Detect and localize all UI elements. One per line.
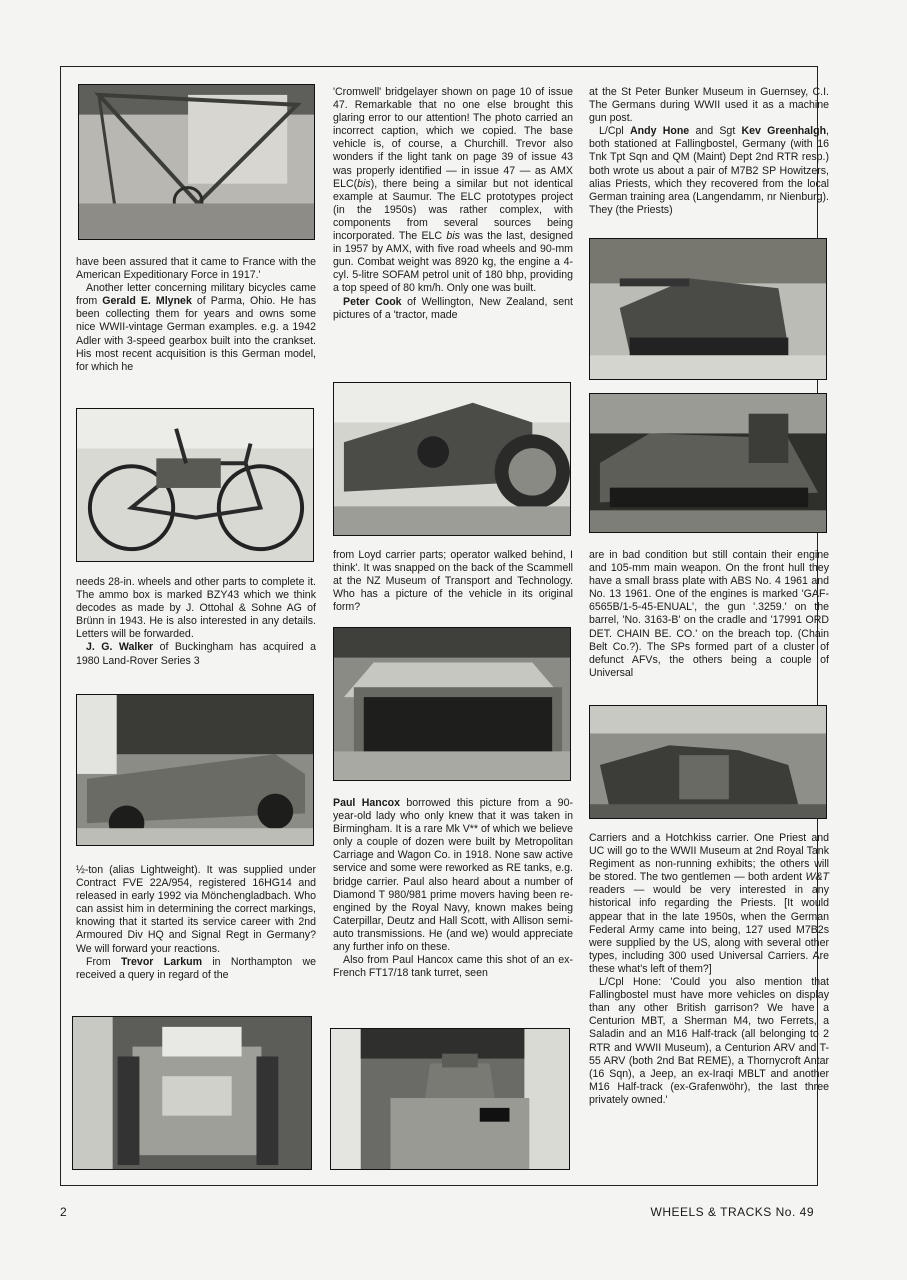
person-name: Peter Cook	[343, 295, 402, 308]
person-name: Andy Hone	[629, 125, 690, 138]
paragraph	[589, 832, 829, 976]
column-3-text-a	[589, 86, 829, 217]
publication-footer: WHEELS & TRACKS No. 49	[650, 1205, 814, 1219]
paragraph: Also from Paul Hancox came this shot of an ex-French FT17/18 tank turret, seen	[333, 954, 573, 980]
paragraph	[589, 125, 829, 217]
column-2-text-c	[333, 797, 573, 980]
column-1-text-c	[76, 864, 316, 982]
text: bis	[357, 177, 371, 190]
paragraph	[333, 296, 573, 322]
column-2-text-a	[333, 86, 573, 322]
photo-ft17-turret	[330, 1028, 570, 1170]
paragraph: are in bad condition but still contain their engine and 105-mm main weapon. On the front hull they have a small brass plate with ABS No. 4 1961 and No. 13 1961. One of the engines is marked 'GAF-6565B/1-5-45-ENUAL', the gun '.3259.' on the barrel, 'No. 3163-B' on the cradle and '17991 ORD DET. CHAIN BE. CO.' on the breach top. (Chain Belt Co.?). The SPs formed part of a cluster of defunct AFVs, the others being a couple of Universal	[589, 549, 829, 679]
paragraph	[333, 86, 573, 296]
text: Carriers and a Hotchkiss carrier. One Priest and UC will go to the WWII Museum at 2nd Royal Tank Regiment as non-running exhibits; the others will be stored. The two gentlemen — both ardent	[589, 832, 829, 884]
text: readers — would be very interested in any historical info regarding the Priests. [It would appear that in the late 1950s, when the German Federal Army came into being, 127 used M7B2s were supplied by the US, along with several other types, including 300 used Universal Carriers. Are these what's left of them?]	[589, 884, 829, 975]
text: ), there being a similar but not identical example at Saumur. The ELC prototypes project (in the 1950s) was rather complex, with components from several sources being incorporated. The ELC	[333, 177, 573, 243]
column-3-text-c	[589, 832, 829, 1107]
text: and Sgt	[689, 125, 742, 138]
person-name: Gerald E. Mlynek	[102, 295, 192, 308]
text: bis	[446, 230, 460, 243]
person-name: Paul Hancox	[333, 797, 400, 809]
page-number: 2	[60, 1205, 68, 1219]
photo-priest-howitzer-1	[589, 238, 827, 380]
column-1-text-b	[76, 576, 316, 668]
paragraph: L/Cpl Hone: 'Could you also mention that Fallingbostel must have more vehicles on display than any other British garrison? We have a Centurion MBT, a Sherman M4, two Ferrets, a Saladin and an M16 Half-track (all belonging to 2 RTR and WWII Museum), a Centurion ARV and T-55 ARV (both 2nd Bat REME), a Thornycroft Antar (16 Sqn), a Jeep, an ex-Iraqi MBLT and another M16 Half-track (ex-Grafenwöhr), the last three privately owned.'	[589, 976, 829, 1106]
text: , both stationed at Fallingbostel, Germany (with 16 Tnk Tpt Sqn and QM (Maint) Dept 2nd RTR resp.) both wrote us about a pair of M7B2 SP Howitzers, alias Priests, which they recovered from the local German training area (Langendamm, nr Nienburg). They (the Priests)	[589, 125, 829, 216]
text: of Parma, Ohio. He has been collecting them for years and owns some nice WWII-vintage German examples. e.g. a 1942 Adler with 3-speed gearbox built into the crankset. His most recent acquisition is this German model, for which he	[76, 295, 317, 373]
text: 'Cromwell' bridgelayer shown on page 10 of issue 47. Remarkable that no one else brought this glaring error to our attention! The photo carried an incorrect caption, which we copied. The base vehicle is, of course, a Churchill. Trevor also wonders if the light tank on page 39 of issue 43 was properly identified — in issue 47 — as AMX ELC(	[333, 86, 573, 190]
paragraph: needs 28-in. wheels and other parts to complete it. The ammo box is marked BZY43 which we think decodes as made by J. Ottohal & Sohne AG of Brünn in 1943. He is also interested in any details. Letters will be forwarded.	[76, 576, 316, 641]
person-name: J. G. Walker	[86, 641, 154, 654]
paragraph	[76, 956, 316, 982]
text: was the last, designed in 1957 by AMX, with five road wheels and 90-mm gun. Combat weight was 8920 kg, the engine a 4-cyl. 5-litre SOFAM petrol unit of 180 bhp, providing a top speed of 80 km/h. Only one was built.	[333, 230, 573, 295]
paragraph: have been assured that it came to France with the American Expeditionary Force in 1917.'	[76, 256, 316, 282]
photo-mk-v-tank-group	[333, 627, 571, 781]
column-2-text-b	[333, 549, 573, 614]
paragraph: at the St Peter Bunker Museum in Guernsey, C.I. The Germans during WWII used it as a machine gun post.	[589, 86, 829, 125]
photo-bicycle-frame	[78, 84, 315, 240]
photo-land-rover	[76, 694, 314, 846]
text: Another letter concerning military bicycles came from	[76, 282, 316, 308]
text: of Buckingham has acquired a 1980 Land-Rover Series 3	[76, 641, 316, 667]
text: of Wellington, New Zealand, sent pictures of a 'tractor, made	[333, 295, 573, 321]
text: L/Cpl	[599, 125, 630, 138]
text: W&T	[805, 871, 829, 884]
photo-defunct-afvs	[589, 705, 827, 819]
paragraph: from Loyd carrier parts; operator walked behind, I think'. It was snapped on the back of the Scammell at the NZ Museum of Transport and Technology. Who has a picture of the vehicle in its original form?	[333, 549, 573, 614]
photo-priest-howitzer-2	[589, 393, 827, 533]
text: in Northampton we received a query in regard of the	[76, 955, 316, 981]
column-1-text-a	[76, 256, 316, 374]
paragraph	[76, 641, 316, 667]
photo-german-bicycle	[76, 408, 314, 562]
person-name: Kev Greenhalgh	[741, 125, 827, 138]
text: From	[86, 955, 122, 968]
paragraph	[333, 797, 573, 954]
person-name: Trevor Larkum	[121, 955, 203, 968]
paragraph	[76, 282, 316, 374]
text: borrowed this picture from a 90-year-old lady who only knew that it was taken in Birmingham. It is a rare Mk V** of which we believe only a couple of dozen were built by Metropolitan Carriage and Wagon Co. in 1918. None saw active service and some were reworked as RE tanks, e.g. bridge carrier. Paul also heard about a number of Diamond T 980/981 prime movers having been re-engined by the Royal Navy, known makes being Caterpillar, Deutz and Hall Scott, with Allison semi-auto transmissions. He (and we) would appreciate any further info on these.	[333, 797, 573, 954]
paragraph: ½-ton (alias Lightweight). It was supplied under Contract FVE 22A/954, registered 16HG14 and released in early 1992 via Mönchengladbach. Who can assist him in determining the correct markings, knowing that it started its service career with 2nd Armoured Div HQ and Signal Regt in Germany? We will forward your reactions.	[76, 864, 316, 955]
photo-churchill-tank-tracks	[72, 1016, 312, 1170]
photo-loyd-tractor	[333, 382, 571, 536]
column-3-text-b	[589, 549, 829, 680]
